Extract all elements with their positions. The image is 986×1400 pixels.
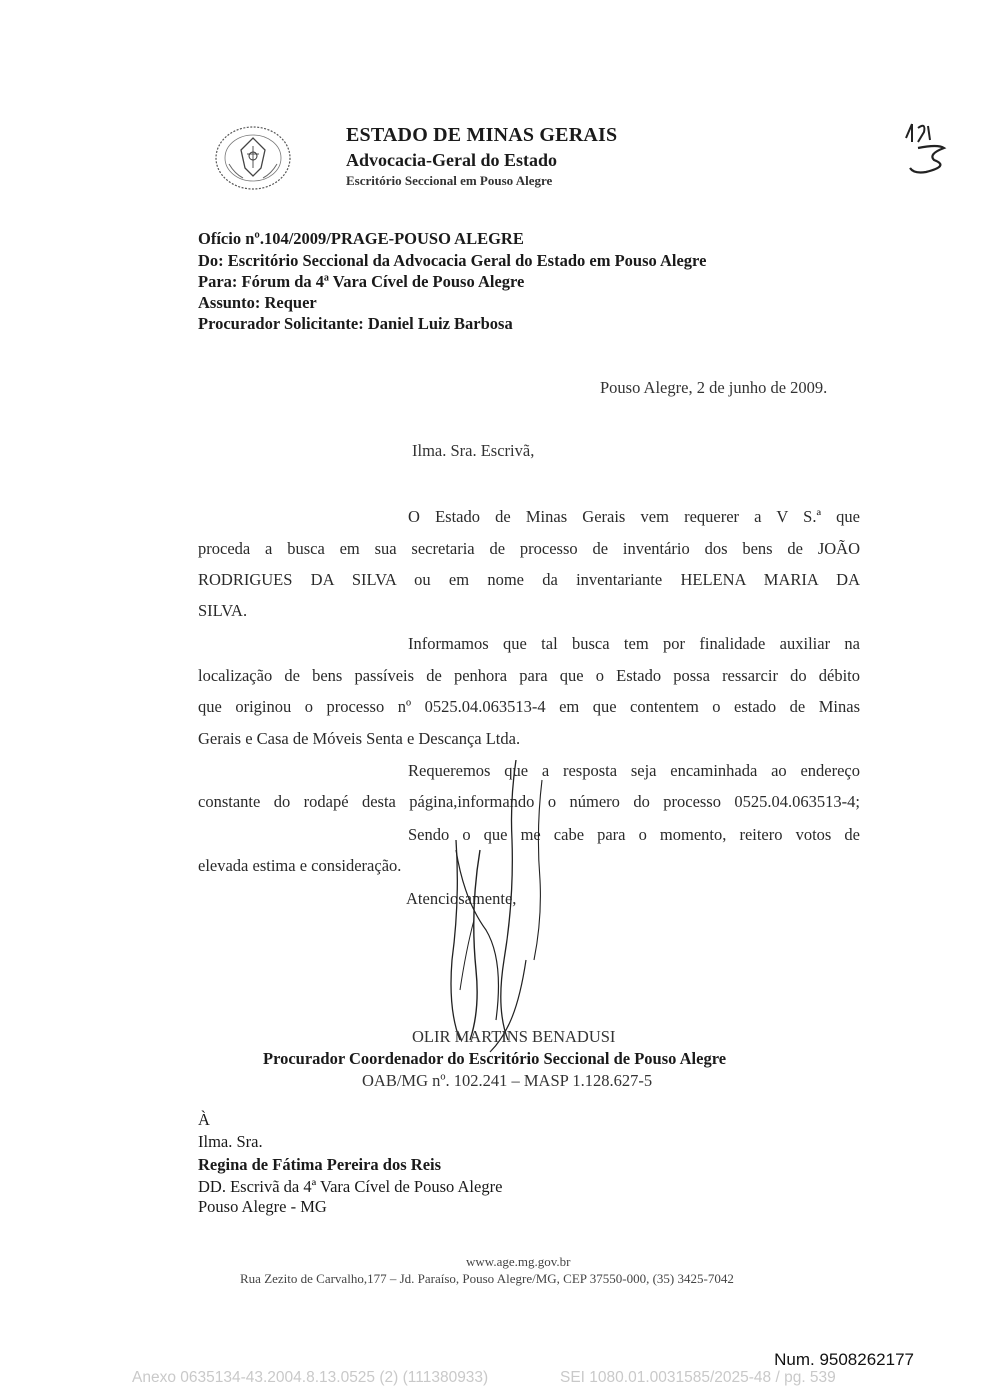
footer-website: www.age.mg.gov.br <box>466 1254 571 1269</box>
footer-address: Rua Zezito de Carvalho,177 – Jd. Paraíso, Pouso Alegre/MG, CEP 37550-000, (35) 3425-7042 <box>240 1271 734 1286</box>
handwritten-signature-icon <box>430 760 560 1060</box>
recipient-city: Pouso Alegre - MG <box>198 1197 327 1216</box>
signatory-title: Procurador Coordenador do Escritório Seccional de Pouso Alegre <box>263 1049 727 1068</box>
sender-line: Do: Escritório Seccional da Advocacia Geral do Estado em Pouso Alegre <box>198 251 707 270</box>
recipient-role: DD. Escrivã da 4ª Vara Cível de Pouso Alegre <box>198 1177 503 1196</box>
paragraph-4-line-2: elevada estima e consideração. <box>198 856 402 875</box>
paragraph-2-line-4: Gerais e Casa de Móveis Senta e Descança Ltda. <box>198 729 521 748</box>
paragraph-1-line-3: RODRIGUES DA SILVA ou em nome da inventariante HELENA MARIA DA <box>198 570 860 589</box>
handwritten-page-note-icon <box>898 118 958 178</box>
vertical-margin-stamp <box>838 590 862 890</box>
recipient-line: Para: Fórum da 4ª Vara Cível de Pouso Alegre <box>198 272 525 291</box>
oficio-number: Ofício nº.104/2009/PRAGE-POUSO ALEGRE <box>198 229 524 248</box>
salutation: Ilma. Sra. Escrivã, <box>412 441 535 460</box>
recipient-name: Regina de Fátima Pereira dos Reis <box>198 1155 442 1174</box>
sei-reference: SEI 1080.01.0031585/2025-48 / pg. 539 <box>560 1369 836 1386</box>
date-line: Pouso Alegre, 2 de junho de 2009. <box>600 378 828 397</box>
paragraph-1-line-1: O Estado de Minas Gerais vem requerer a V S.ª que <box>408 507 860 526</box>
procurador-line: Procurador Solicitante: Daniel Luiz Barbosa <box>198 314 513 333</box>
paragraph-4-line-1: Sendo o que me cabe para o momento, reitero votos de <box>408 825 860 844</box>
paragraph-2-line-1: Informamos que tal busca tem por finalidade auxiliar na <box>408 634 860 653</box>
paragraph-2-line-2: localização de bens passíveis de penhora para que o Estado possa ressarcir do débito <box>198 666 860 685</box>
agency-name: Advocacia-Geral do Estado <box>346 150 557 170</box>
paragraph-2-line-3: que originou o processo nº 0525.04.063513-4 em que contentem o estado de Minas <box>198 697 860 716</box>
coat-of-arms-seal-icon <box>213 124 293 192</box>
closing: Atenciosamente, <box>406 889 517 908</box>
paragraph-1-line-2: proceda a busca em sua secretaria de processo de inventário dos bens de JOÃO <box>198 539 860 558</box>
paragraph-3-line-1: Requeremos que a resposta seja encaminhada ao endereço <box>408 761 860 780</box>
paragraph-1-line-4: SILVA. <box>198 601 248 620</box>
anexo-reference: Anexo 0635134-43.2004.8.13.0525 (2) (111380933) <box>132 1369 489 1386</box>
state-name: ESTADO DE MINAS GERAIS <box>346 124 618 146</box>
signatory-credentials: OAB/MG nº. 102.241 – MASP 1.128.627-5 <box>362 1071 653 1090</box>
paragraph-3-line-2: constante do rodapé desta página,informando o número do processo 0525.04.063513-4; <box>198 792 860 811</box>
recipient-to: À <box>198 1110 210 1129</box>
document-number: Num. 9508262177 <box>774 1350 914 1369</box>
office-name: Escritório Seccional em Pouso Alegre <box>346 173 553 188</box>
signatory-name: OLIR MARTINS BENADUSI <box>412 1027 616 1046</box>
subject-line: Assunto: Requer <box>198 293 317 312</box>
recipient-salutation: Ilma. Sra. <box>198 1132 263 1151</box>
